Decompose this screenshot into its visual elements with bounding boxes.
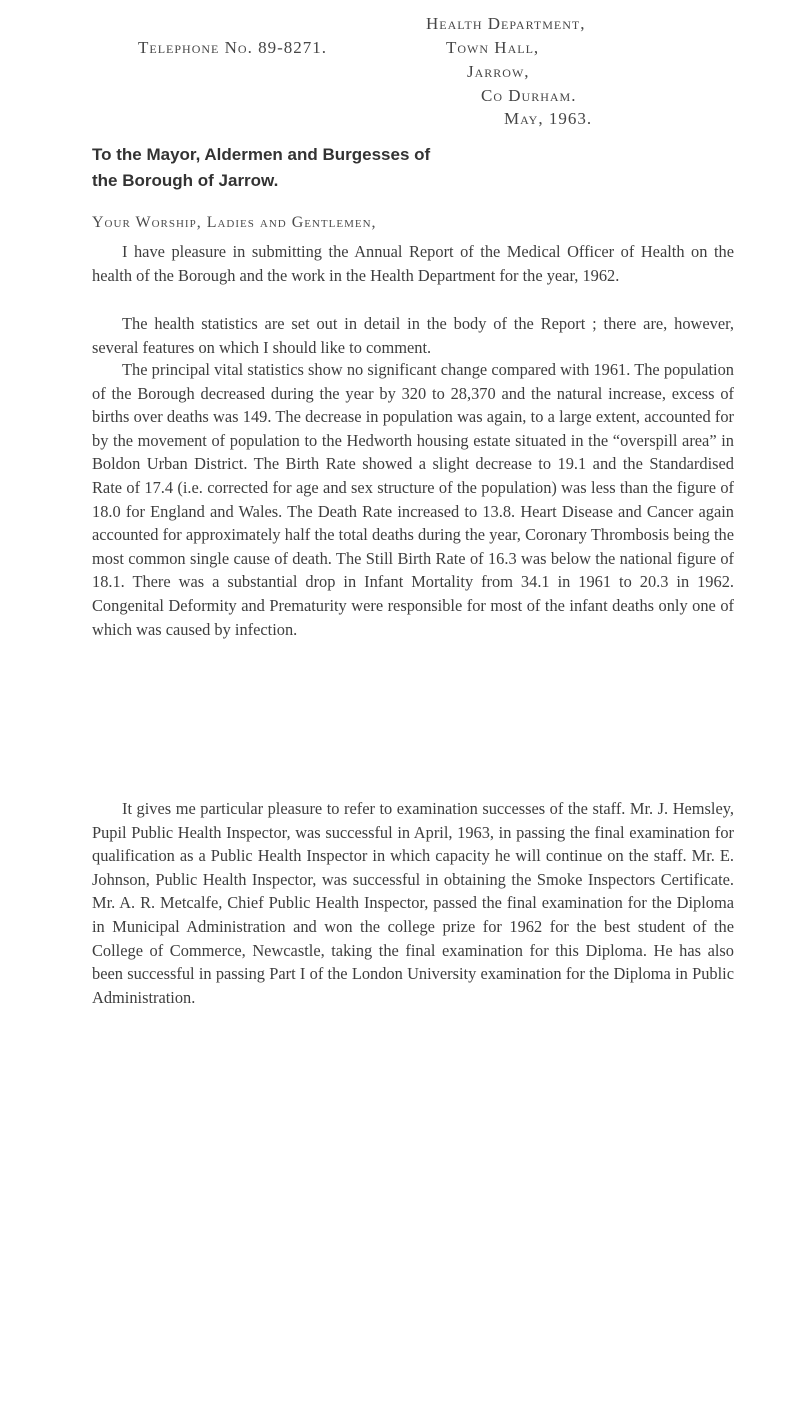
- paragraph-statistics-intro: The health statistics are set out in detail in the body of the Report ; there are, however, several features on which I should like to comment.: [92, 314, 734, 357]
- address-line-town-hall: Town Hall,: [446, 38, 540, 57]
- department-name: Health Department,: [426, 14, 586, 33]
- salutation: Your Worship, Ladies and Gentlemen,: [92, 214, 377, 231]
- report-date: May, 1963.: [504, 109, 593, 128]
- address-line-jarrow: Jarrow,: [467, 62, 530, 81]
- addressee-line-2: the Borough of Jarrow.: [92, 171, 279, 190]
- paragraph-introduction: I have pleasure in submitting the Annual Report of the Medical Officer of Health on the health of the Borough and the work in the Health Department for the year, 1962.: [92, 242, 734, 285]
- paragraph-vital-statistics: The principal vital statistics show no significant change compared with 1961. The population of the Borough decreased during the year by 320 to 28,370 and the natural increase, excess of births over deaths was 149. The decrease in population was again, to a large extent, accounted for by the movement of population to the Hedworth housing estate situated in the “overspill area” in Boldon Urban District. The Birth Rate showed a slight decrease to 19.1 and the Standardised Rate of 17.4 (i.e. corrected for age and sex structure of the population) was less than the figure of 18.0 for England and Wales. The Death Rate increased to 13.8. Heart Disease and Cancer again accounted for approximately half the total deaths during the year, Coronary Thrombosis being the most common single cause of death. The Still Birth Rate of 16.3 was below the national figure of 18.1. There was a substantial drop in Infant Mortality from 34.1 in 1961 to 20.3 in 1962. Congenital Deformity and Prematurity were responsible for most of the infant deaths only one of which was caused by infection.: [92, 360, 734, 639]
- addressee-line-1: To the Mayor, Aldermen and Burgesses of: [92, 145, 431, 164]
- address-line-county: Co Durham.: [481, 86, 577, 105]
- addressee-block: [92, 142, 430, 194]
- telephone-number: Telephone No. 89-8271.: [138, 38, 327, 57]
- paragraph-staff-examinations: It gives me particular pleasure to refer to examination successes of the staff. Mr. J. Hemsley, Pupil Public Health Inspector, was successful in April, 1963, in passing the final examination for qualification as a Public Health Inspector in which capacity he will continue on the staff. Mr. E. Johnson, Public Health Inspector, was successful in obtaining the Smoke Inspectors Certificate. Mr. A. R. Metcalfe, Chief Public Health Inspector, passed the final examination for the Diploma in Municipal Administration and won the college prize for 1962 for the best student of the College of Commerce, Newcastle, taking the final examination for this Diploma. He has also been successful in passing Part I of the London University examination for the Diploma in Public Administration.: [92, 799, 734, 1007]
